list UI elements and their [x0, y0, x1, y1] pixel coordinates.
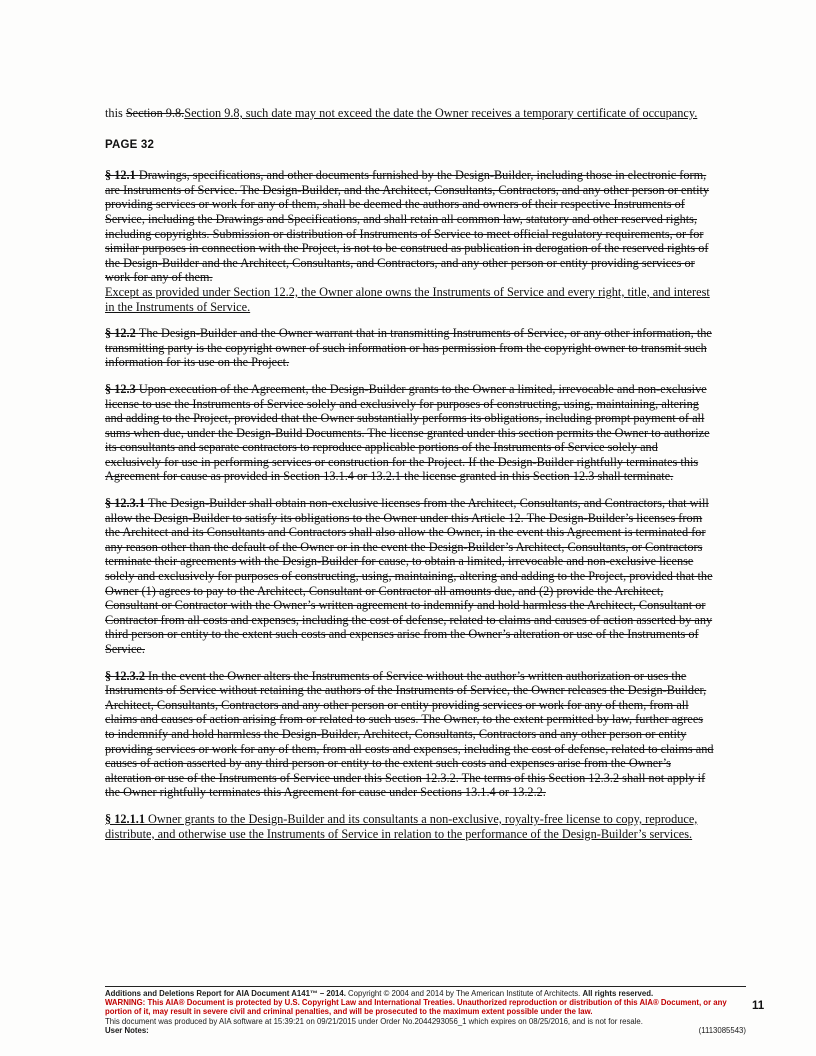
document-body [105, 106, 714, 841]
footer-report-title: Additions and Deletions Report for AIA Document A141™ – 2014. [105, 989, 349, 998]
page-number: 11 [752, 1000, 765, 1012]
footer-user-notes [105, 1026, 746, 1035]
text-segment-strike: In the event the Owner alters the Instruments of Service without the author’s written authorization or uses the Instruments of Service without retaining the authors of the Instruments of Service, the Owner releases the Design-Builder, Architect, Consultants, Contractors and any other person or entity providing services or work for any of them, from all claims and causes of action arising from or related to such uses. The Owner, to the extent permitted by law, further agrees to indemnify and hold harmless the Design-Builder, Architect, Consultants, Contractors and any other person or entity providing services or work for any of them, from all costs and expenses, including the cost of defense, related to claims and causes of action asserted by any third person or entity to the extent such costs and expenses arise from the Owner’s alteration or use of the Instruments of Service under this Section 12.3.2. The terms of this Section 12.3.2 shall not apply if the Owner rightfully terminates this Agreement for cause under Sections 13.1.4 or 13.2.2. [105, 668, 714, 800]
text-segment-strike: The Design-Builder and the Owner warrant that in transmitting Instruments of Service, or any other information, the transmitting party is the copyright owner of such information or has permission from the copyright owner to transmit such information for its use on the Project. [105, 326, 712, 370]
user-notes-label: User Notes: [105, 1025, 149, 1035]
para-page-label [105, 137, 714, 153]
footer-warning: WARNING: This AIA® Document is protected by U.S. Copyright Law and International Treaties. Unauthorized reproduction or distribution of this AIA® Document, or any portion of it, may result in severe civil and criminal penalties, and will be prosecuted to the maximum extent possible under the law. [105, 998, 727, 1017]
text-segment-underline: Owner grants to the Design-Builder and its consultants a non-exclusive, royalty-free license to copy, reproduce, distribute, and otherwise use the Instruments of Service in relation to the performance of the Design-Builder’s services. [105, 811, 698, 841]
text-segment-strike: The Design-Builder shall obtain non-exclusive licenses from the Architect, Consultants, and Contractors, that will allow the Design-Builder to satisfy its obligations to the Owner under this Article 12. The Design-Builder’s licenses from the Architect and its Consultants and Contractors shall also allow the Owner, in the event this Agreement is terminated for any reason other than the default of the Owner or in the event the Design-Builder’s Architect, Consultants, or Contractors terminate their agreements with the Design-Builder for cause, to obtain a limited, irrevocable and non-exclusive license solely and exclusively for purposes of constructing, using, maintaining, altering and adding to the Project, provided that the Owner (1) agrees to pay to the Architect, Consultant or Contractor all amounts due, and (2) provide the Architect, Consultant or Contractor with the Owner’s written agreement to indemnify and hold harmless the Architect, Consultant or Contractor from all costs and expenses, including the cost of defense, related to claims and causes of action asserted by any third person or entity to the extent such costs and expenses arise from the Owner’s alteration or use of the Instruments of Service. [105, 496, 713, 656]
para-12-1-1 [105, 812, 714, 841]
para-12-1 [105, 168, 714, 314]
para-12-3 [105, 382, 714, 484]
text-segment-bold-strike: § 12.3 [105, 381, 139, 396]
text-segment-strike: Drawings, specifications, and other documents furnished by the Design-Builder, including those in electronic form, are Instruments of Service. The Design-Builder, and the Architect, Consultants, Contractors, and any other person or entity providing services or work for any of them, shall be deemed the authors and owners of their respective Instruments of Service, including the Drawings and Specifications, and shall retain all common law, statutory and other reserved rights, including copyrights. Submission or distribution of Instruments of Service to meet official regulatory requirements, or for similar purposes in connection with the Project, is not to be construed as publication in derogation of the reserved rights of the Design-Builder and the Architect, Consultants, and Contractors, and any other person or entity providing services or work for any of them. [105, 168, 710, 285]
text-segment-plain: this [105, 106, 126, 120]
text-segment-strike: Section 9.8. [125, 106, 185, 120]
para-12-3-2 [105, 669, 714, 800]
text-segment-bold-strike: § 12.3.1 [105, 496, 149, 511]
footer-rights-text: All rights reserved. [582, 989, 654, 998]
text-segment-bold-underline: § 12.1.1 [105, 811, 149, 826]
para-section-9-8 [105, 106, 714, 121]
para-12-2 [105, 326, 714, 370]
text-segment-bold-strike: § 12.1 [105, 168, 139, 183]
text-segment-underline: Section 9.8, such date may not exceed the date the Owner receives a temporary certificate of occupancy. [184, 106, 698, 120]
footer-copyright-line [105, 989, 746, 998]
footer-produced-line: This document was produced by AIA software at 15:39:21 on 09/21/2015 under Order No.2044293056_1 which expires on 08/25/2016, and is not for resale. [105, 1016, 643, 1026]
text-segment-bold-strike: § 12.3.2 [105, 668, 149, 683]
para-12-3-1 [105, 496, 714, 657]
text-segment-page-label: PAGE 32 [105, 138, 155, 151]
text-segment-bold-strike: § 12.2 [105, 326, 139, 341]
text-segment-underline: Except as provided under Section 12.2, the Owner alone owns the Instruments of Service and every right, title, and interest in the Instruments of Service. [105, 284, 710, 314]
user-notes-value: (1113085543) [698, 1025, 746, 1035]
text-segment-strike: Upon execution of the Agreement, the Design-Builder grants to the Owner a limited, irrevocable and non-exclusive license to use the Instruments of Service solely and exclusively for purposes of constructing, using, maintaining, altering and adding to the Project, provided that the Owner substantially performs its obligations, including prompt payment of all sums when due, under the Design-Build Documents. The license granted under this section permits the Owner to authorize its consultants and separate contractors to reproduce applicable portions of the Instruments of Service solely and exclusively for use in performing services or construction for the Project. If the Design-Builder rightfully terminates this Agreement for cause as provided in Section 13.1.4 or 13.2.1 the license granted in this Section 12.3 shall terminate. [105, 381, 710, 484]
footer [105, 986, 746, 1035]
footer-copyright-text: Copyright © 2004 and 2014 by The American Institute of Architects. [348, 989, 583, 998]
